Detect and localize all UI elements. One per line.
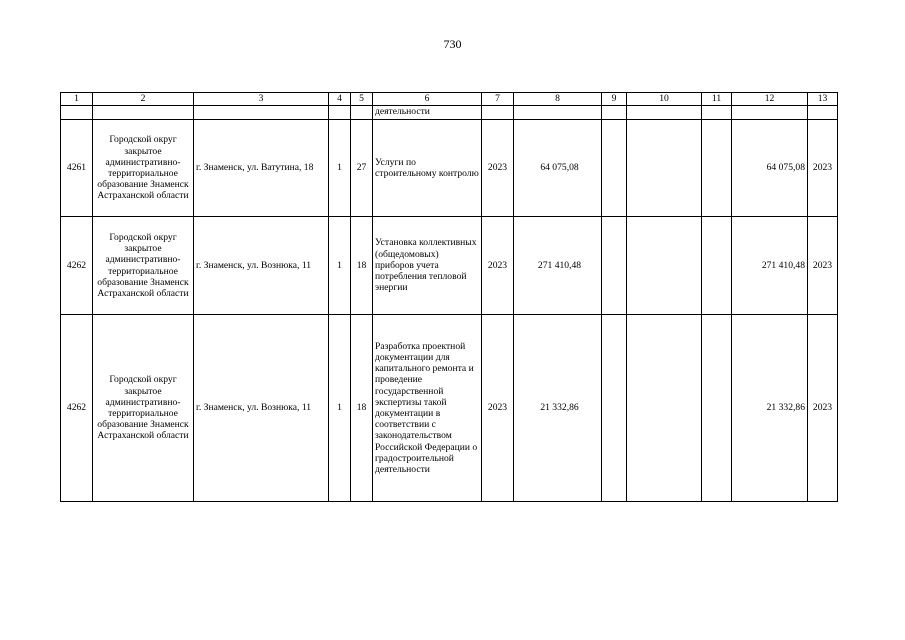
table-row [61, 120, 838, 217]
col9-cell [602, 315, 627, 502]
table-row [61, 217, 838, 315]
table-cell [329, 106, 351, 120]
col9-cell [602, 217, 627, 315]
table-row [61, 315, 838, 502]
row-number: 4262 [61, 217, 93, 315]
column-header: 5 [351, 93, 373, 106]
address-cell: г. Знаменск, ул. Вознюка, 11 [194, 315, 329, 502]
column-header: 3 [194, 93, 329, 106]
service-cell: Установка коллективных (общедомовых) приборов учета потребления тепловой энергии [373, 217, 482, 315]
col10-cell [627, 315, 702, 502]
year13-cell: 2023 [808, 120, 838, 217]
table-cell [351, 106, 373, 120]
amount12-cell: 21 332,86 [732, 315, 808, 502]
col5-cell: 27 [351, 120, 373, 217]
year-cell: 2023 [482, 120, 514, 217]
col4-cell: 1 [329, 315, 351, 502]
year13-cell: 2023 [808, 217, 838, 315]
municipality-cell: Городской округ закрытое административно-территориальное образование Знаменск Астраханской области [93, 217, 194, 315]
address-cell: г. Знаменск, ул. Ватутина, 18 [194, 120, 329, 217]
page-number: 730 [443, 37, 462, 51]
column-header: 1 [61, 93, 93, 106]
column-header: 8 [514, 93, 602, 106]
column-header: 12 [732, 93, 808, 106]
table-cell [482, 106, 514, 120]
column-header: 13 [808, 93, 838, 106]
municipality-cell: Городской округ закрытое административно-территориальное образование Знаменск Астраханской области [93, 315, 194, 502]
col5-cell: 18 [351, 315, 373, 502]
table-cell [602, 106, 627, 120]
year-cell: 2023 [482, 315, 514, 502]
year13-cell: 2023 [808, 315, 838, 502]
table-cell [514, 106, 602, 120]
col4-cell: 1 [329, 217, 351, 315]
col11-cell [702, 217, 732, 315]
column-number-row [61, 93, 838, 106]
table-cell [194, 106, 329, 120]
amount12-cell: 64 075,08 [732, 120, 808, 217]
col5-cell: 18 [351, 217, 373, 315]
works-table [60, 92, 838, 502]
col4-cell: 1 [329, 120, 351, 217]
table-cell [702, 106, 732, 120]
amount-cell: 271 410,48 [514, 217, 602, 315]
address-cell: г. Знаменск, ул. Вознюка, 11 [194, 217, 329, 315]
column-header: 4 [329, 93, 351, 106]
row-number: 4261 [61, 120, 93, 217]
row-number: 4262 [61, 315, 93, 502]
table-cell [732, 106, 808, 120]
table-cell [627, 106, 702, 120]
service-cell: Разработка проектной документации для капитального ремонта и проведение государственной экспертизы такой документации в соответствии с законодательством Российской Федерации о градостроительной деятельности [373, 315, 482, 502]
col10-cell [627, 217, 702, 315]
col11-cell [702, 120, 732, 217]
col9-cell [602, 120, 627, 217]
table-cell [61, 106, 93, 120]
continuation-row [61, 106, 838, 120]
column-header: 6 [373, 93, 482, 106]
amount12-cell: 271 410,48 [732, 217, 808, 315]
col11-cell [702, 315, 732, 502]
column-header: 2 [93, 93, 194, 106]
year-cell: 2023 [482, 217, 514, 315]
column-header: 11 [702, 93, 732, 106]
table-cell [808, 106, 838, 120]
continuation-text: деятельности [373, 106, 482, 120]
amount-cell: 64 075,08 [514, 120, 602, 217]
amount-cell: 21 332,86 [514, 315, 602, 502]
column-header: 10 [627, 93, 702, 106]
municipality-cell: Городской округ закрытое административно-территориальное образование Знаменск Астраханской области [93, 120, 194, 217]
col10-cell [627, 120, 702, 217]
service-cell: Услуги по строительному контролю [373, 120, 482, 217]
table-cell [93, 106, 194, 120]
column-header: 7 [482, 93, 514, 106]
column-header: 9 [602, 93, 627, 106]
